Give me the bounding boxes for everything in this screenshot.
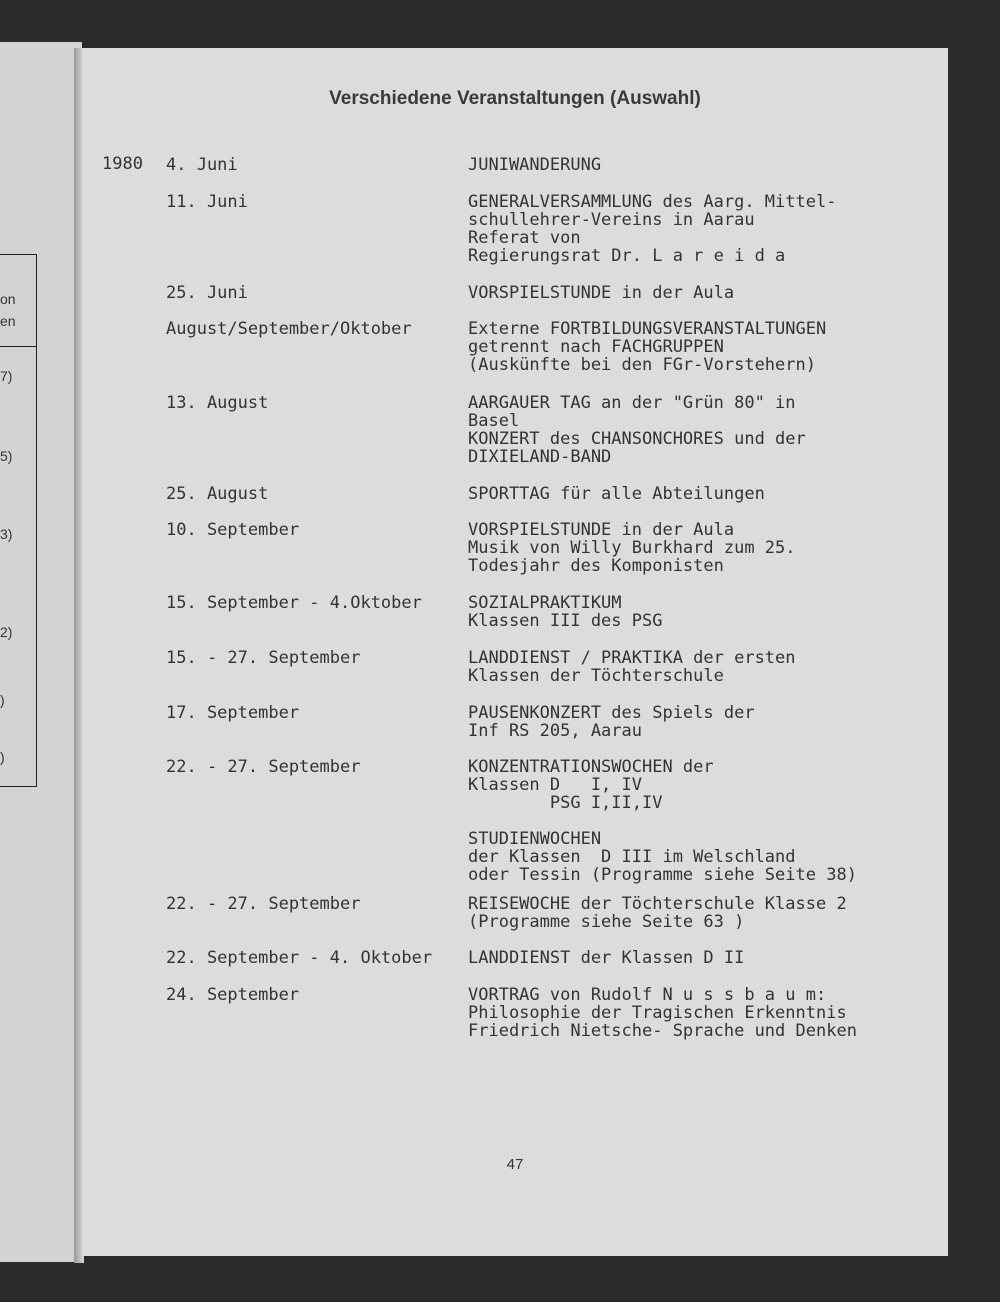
event-description: REISEWOCHE der Töchterschule Klasse 2 (Programme siehe Seite 63 ) [468, 894, 847, 932]
left-page-rule [0, 786, 37, 787]
event-description: VORTRAG von Rudolf N u s s b a u m: Philosophie der Tragischen Erkenntnis Friedrich Nietsche- Sprache und Denken [468, 985, 857, 1041]
event-date: 25. Juni [166, 283, 248, 303]
event-description: Externe FORTBILDUNGSVERANSTALTUNGEN getrennt nach FACHGRUPPEN (Auskünfte bei den FGr-Vorstehern) [468, 319, 827, 375]
event-date: 11. Juni [166, 192, 248, 212]
left-page-rule [0, 254, 37, 255]
event-date: 24. September [166, 985, 300, 1005]
left-page-rule [0, 346, 37, 347]
event-date: 4. Juni [166, 155, 238, 175]
document-page [82, 48, 948, 1256]
left-page-fragment: ) [0, 692, 5, 708]
event-description: GENERALVERSAMMLUNG des Aarg. Mittel- schullehrer-Vereins in Aarau Referat von Regierungsrat Dr. L a r e i d a [468, 192, 837, 266]
event-description: PAUSENKONZERT des Spiels der Inf RS 205, Aarau [468, 703, 755, 741]
event-date: 22. - 27. September [166, 894, 361, 914]
left-page-edge [0, 42, 82, 1262]
event-description: KONZENTRATIONSWOCHEN der Klassen D I, IV PSG I,II,IV STUDIENWOCHEN der Klassen D III im Welschland oder Tessin (Programme siehe Seite 38) [468, 757, 857, 885]
event-date: 17. September [166, 703, 300, 723]
event-description: AARGAUER TAG an der "Grün 80" in Basel KONZERT des CHANSONCHORES und der DIXIELAND-BAND [468, 393, 806, 467]
left-page-fragment: on [0, 291, 16, 307]
event-description: JUNIWANDERUNG [468, 155, 602, 175]
year-label: 1980 [102, 154, 143, 174]
event-date: 22. September - 4. Oktober [166, 948, 433, 968]
page-title: Verschiedene Veranstaltungen (Auswahl) [329, 88, 701, 109]
left-page-fragment: 3) [0, 526, 13, 542]
event-date: 13. August [166, 393, 269, 413]
event-description: VORSPIELSTUNDE in der Aula Musik von Willy Burkhard zum 25. Todesjahr des Komponisten [468, 520, 796, 576]
event-description: LANDDIENST der Klassen D II [468, 948, 745, 968]
left-page-fragment: 5) [0, 448, 13, 464]
left-page-fragment: 2) [0, 624, 13, 640]
event-date: 22. - 27. September [166, 757, 361, 777]
event-date: 10. September [166, 520, 300, 540]
page-number: 47 [506, 1156, 524, 1173]
left-page-fragment: en [0, 313, 16, 329]
event-date: 15. September - 4.Oktober [166, 593, 422, 613]
event-date: August/September/Oktober [166, 319, 412, 339]
left-page-vertical-rule [36, 254, 37, 787]
event-description: VORSPIELSTUNDE in der Aula [468, 283, 735, 303]
left-page-fragment: 7) [0, 368, 13, 384]
event-description: SOZIALPRAKTIKUM Klassen III des PSG [468, 593, 663, 631]
left-page-fragment: ) [0, 749, 5, 765]
event-description: SPORTTAG für alle Abteilungen [468, 484, 765, 504]
event-description: LANDDIENST / PRAKTIKA der ersten Klassen der Töchterschule [468, 648, 796, 686]
event-date: 15. - 27. September [166, 648, 361, 668]
event-date: 25. August [166, 484, 269, 504]
